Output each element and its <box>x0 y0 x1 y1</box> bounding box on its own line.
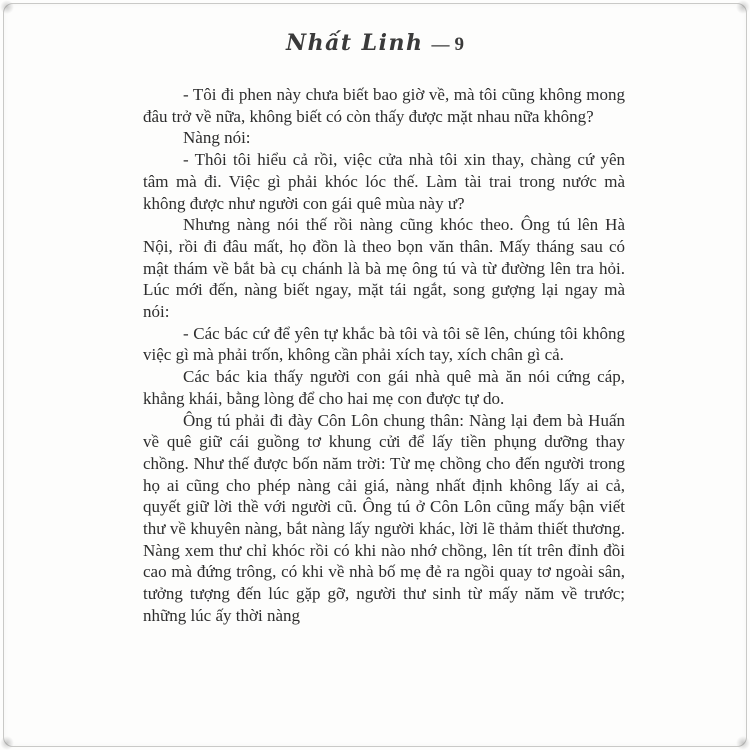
paragraph: Ông tú phải đi đày Côn Lôn chung thân: Nàng lại đem bà Huấn về quê giữ cái guồng tơ khung cửi để lấy tiền phụng dưỡng thay chồng. Như thế được bốn năm trời: Từ mẹ chồng cho đến người trong họ ai cũng cho phép nàng cải giá, nàng nhất định không lấy ai cả, quyết giữ lời thề với người cũ. Ông tú ở Côn Lôn cũng mấy bận viết thư về khuyên nàng, bắt nàng lấy người khác, lời lẽ thảm thiết thương. Nàng xem thư chỉ khóc rồi có khi nào nhớ chồng, lên tít trên đỉnh đồi cao mà đứng trông, có khi về nhà bố mẹ đẻ ra ngồi quay tơ ngoài sân, tưởng tượng đến lúc gặp gỡ, người thư sinh từ mấy năm về trước; những lúc ấy thời nàng <box>143 410 625 625</box>
paragraph-dialogue: - Tôi đi phen này chưa biết bao giờ về, mà tôi cũng không mong đâu trở về nữa, không biết có còn thấy được mặt nhau nữa không? <box>143 85 625 126</box>
paragraph: Nhưng nàng nói thế rồi nàng cũng khóc theo. Ông tú lên Hà Nội, rồi đi đâu mất, họ đồn là theo bọn văn thân. Mấy tháng sau có mật thám về bắt bà cụ chánh là bà mẹ ông tú và từ đường lên tra hỏi. Lúc mới đến, nàng biết ngay, mặt tái ngắt, song gượng lại ngay mà nói: <box>143 215 625 322</box>
scan-corner-artifact <box>736 736 750 750</box>
author-name: Nhất Linh <box>286 30 424 56</box>
scan-corner-artifact <box>0 736 14 750</box>
header-separator: — <box>431 34 450 54</box>
paragraph: Các bác kia thấy người con gái nhà quê mà ăn nói cứng cáp, khẳng khái, bằng lòng để cho hai mẹ con được tự do. <box>143 367 625 408</box>
paragraph-dialogue: - Các bác cứ để yên tự khắc bà tôi và tôi sẽ lên, chúng tôi không việc gì mà phải trốn, không cần phải xích tay, xích chân gì cả. <box>143 323 625 365</box>
paragraph: Nàng nói: <box>183 128 251 148</box>
page-header <box>0 30 750 56</box>
paragraph-dialogue: - Thôi tôi hiểu cả rồi, việc cửa nhà tôi xin thay, chàng cứ yên tâm mà đi. Việc gì phải khóc lóc thế. Làm tài trai trong nước mà không được như người con gái quê mùa này ư? <box>143 150 625 213</box>
scan-corner-artifact <box>0 0 14 14</box>
page-body <box>143 84 625 627</box>
scan-corner-artifact <box>736 0 750 14</box>
page-number: 9 <box>454 34 464 55</box>
